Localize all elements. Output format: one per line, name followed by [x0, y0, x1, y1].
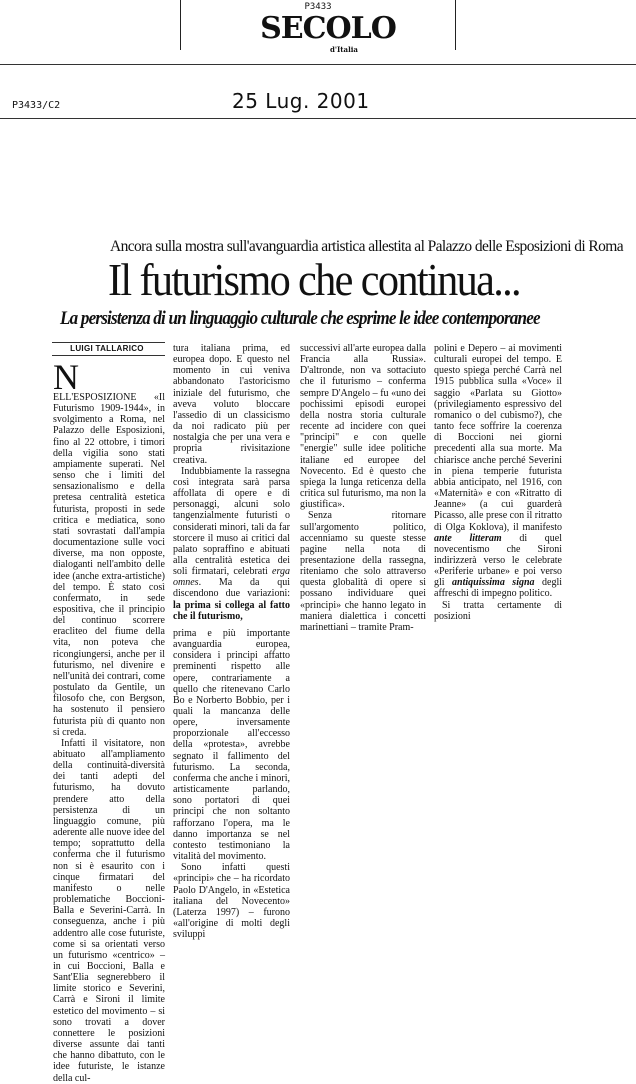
paragraph-text: polini e Depero – ai movimenti culturali europei del tempo. E questo spiega perché Carrà nel 1915 pubblica sulla «Voce» il saggio «Parlata su Giotto» (privilegiamento espressivo del romanico o del cubismo?), che tanto fece soffrire la coerenza di Boccioni nei giorni precedenti alla sua morte. Ma chiarisce anche perché Severini in piena temperie futurista abbia anticipato, nel 1916, con «Maternità» e con «Ritratto di Jeanne» (a cui guarderà Picasso, alle prese con il ritratto di Olga Koklova), il manifesto	[434, 343, 562, 533]
latin-phrase: ante litteram	[434, 532, 502, 544]
article-paragraph	[434, 343, 562, 600]
article-paragraph: Si tratta certamente di posizioni	[434, 599, 562, 622]
paragraph-text: ELL'ESPOSIZIONE «Il Futurismo 1909-1944», in svolgimento a Roma, nel Palazzo delle Esposizioni, fino al 22 ottobre, i timori della vigilia sono stati ampiamente superati. Nel senso che i limiti del sensazionalismo e della pretesa centralità estetica futurista, proposti in sede critica e mediatica, sono stati sovrastati dall'ampia documentazione sulle voci diverse, ma non opposte, dialoganti nell'ambito delle idee (anche extra-artistiche) del tempo. È stato così confermato, in sede espositiva, che il principio del continuo scorrere eracliteo del fiume della vita, non poteva che ricongiungersi, anche per il futurismo, nel divenire e nell'unità dei contrari, come postulato da Gentile, un filosofo che, con Bergson, ha sostenuto il pensiero futurista più di quanto non si creda.	[53, 392, 165, 738]
article-column-2	[173, 343, 290, 940]
article-headline: Il futurismo che continua...	[108, 254, 520, 305]
article-column-4	[434, 343, 562, 622]
date-divider	[0, 118, 636, 119]
byline-rule-top	[52, 342, 165, 343]
article-kicker: Ancora sulla mostra sull'avanguardia artistica allestita al Palazzo delle Esposizioni di Roma	[110, 238, 624, 255]
archive-code-side: P3433/C2	[12, 100, 61, 111]
article-deck: La persistenza di un linguaggio culturale che esprime le idee contemporanee	[60, 308, 540, 329]
masthead-subtitle: d'Italia	[330, 45, 358, 54]
paragraph-text: . Ma da qui discendono due variazioni:	[173, 577, 290, 600]
article-paragraph: successivi all'arte europea dalla Francia alla Russia». D'altronde, non va sottaciuto che il futurismo – conferma sempre D'Angelo – fu «uno dei pochissimi episodi europei della nostra storia culturale recente ad incidere con quei "principi" e con quelle "energie" sulle idee politiche italiane ed europee del Novecento. Ed è questo che spiega la lunga reticenza della critica sul futurismo, ma non la giustifica».	[300, 343, 426, 511]
paragraph-text: Indubbiamente la rassegna così integrata sarà parsa affollata di opere e di personaggi, alcuni solo tangenzialmente futuristi o considerati minori, tali da far storcere il muso ai critici dal palato sopraffino e abituati alla centralità estetica dei soli firmatari, celebrati	[173, 465, 290, 578]
article-paragraph: Sono infatti questi «principi» che – ha ricordato Paolo D'Angelo, in «Estetica italiana del Novecento» (Laterza 1997) – furono «all'origine di molti degli sviluppi	[173, 862, 290, 941]
article-paragraph: prima e più importante avanguardia europea, considera i principi affatto preminenti rispetto alle opere, contrariamente a quello che ritenevano Carlo Bo e Norberto Bobbio, per i quali la mancanza delle opere, inversamente proporzionale all'eccesso della «protesta», avrebbe segnato il fallimento del futurismo. La seconda, conferma che anche i minori, artisticamente parlando, sono portatori di quei principi che non soltanto rafforzano l'opera, ma le danno importanza se nel contesto testimoniano la vitalità del movimento.	[173, 627, 290, 863]
article-paragraph	[173, 466, 290, 622]
article-column-1	[53, 357, 165, 1084]
byline-rule-bottom	[52, 355, 165, 356]
paragraph-text: degli affreschi di impegno politico.	[434, 577, 562, 600]
paragraph-text: di quel novecentismo che Sironi indirizzerà verso le celebrate «Periferie urbane» e poi verso gli	[434, 532, 563, 589]
latin-phrase: erga omnes	[173, 566, 290, 589]
article-byline: LUIGI TALLARICO	[70, 344, 144, 353]
article-column-3	[300, 343, 426, 633]
latin-phrase: antiquissima signa	[452, 577, 535, 589]
publication-date: 25 Lug. 2001	[232, 89, 370, 113]
article-paragraph: Senza ritornare sull'argomento politico, accenniamo su queste stesse pagine nella nota di presentazione della rassegna, riteniamo che solo attraverso questa globalità di opere si possano individuare quei «principi» che hanno legato in maniera dialettica i concetti marinettiani – tramite Pram-	[300, 510, 426, 633]
masthead-divider	[0, 64, 636, 65]
article-paragraph: Infatti il visitatore, non abituato all'ampliamento della continuità-diversità dei tanti adepti del futurismo, ha dovuto prendere atto della persistenza di un linguaggio comune, più aderente alle nuove idee del tempo; soprattutto della conferma che il futurismo non si è esaurito con i cinque firmatari del manifesto o nelle problematiche Boccioni-Balla e Severini-Carrà. In conseguenza, anche i più addentro alle cose futuriste, come si sa orientati verso un futurismo «centrico» – in cui Boccioni, Balla e Sant'Elia segnerebbero il limite storico e Severini, Carrà e Sironi il limite estetico del movimento – si sono trovati a dover connettere le posizioni diverse assunte dai tanti che hanno dibattuto, con le idee futuriste, le istanze della cul-	[53, 737, 165, 1084]
dropcap: N	[53, 357, 79, 397]
article-paragraph	[53, 357, 165, 738]
article-paragraph: tura italiana prima, ed europea dopo. E questo nel momento in cui veniva abbandonato l'astoricismo iniziale del futurismo, che aveva voluto bloccare l'assedio di un classicismo da noi radicato più per nostalgia che per una vera e propria rivisitazione creativa.	[173, 343, 290, 466]
newspaper-masthead: SECOLO	[260, 11, 396, 46]
archive-code-top: P3433	[304, 2, 332, 12]
highlighted-text: la prima si collega al fatto che il futurismo,	[173, 599, 290, 622]
